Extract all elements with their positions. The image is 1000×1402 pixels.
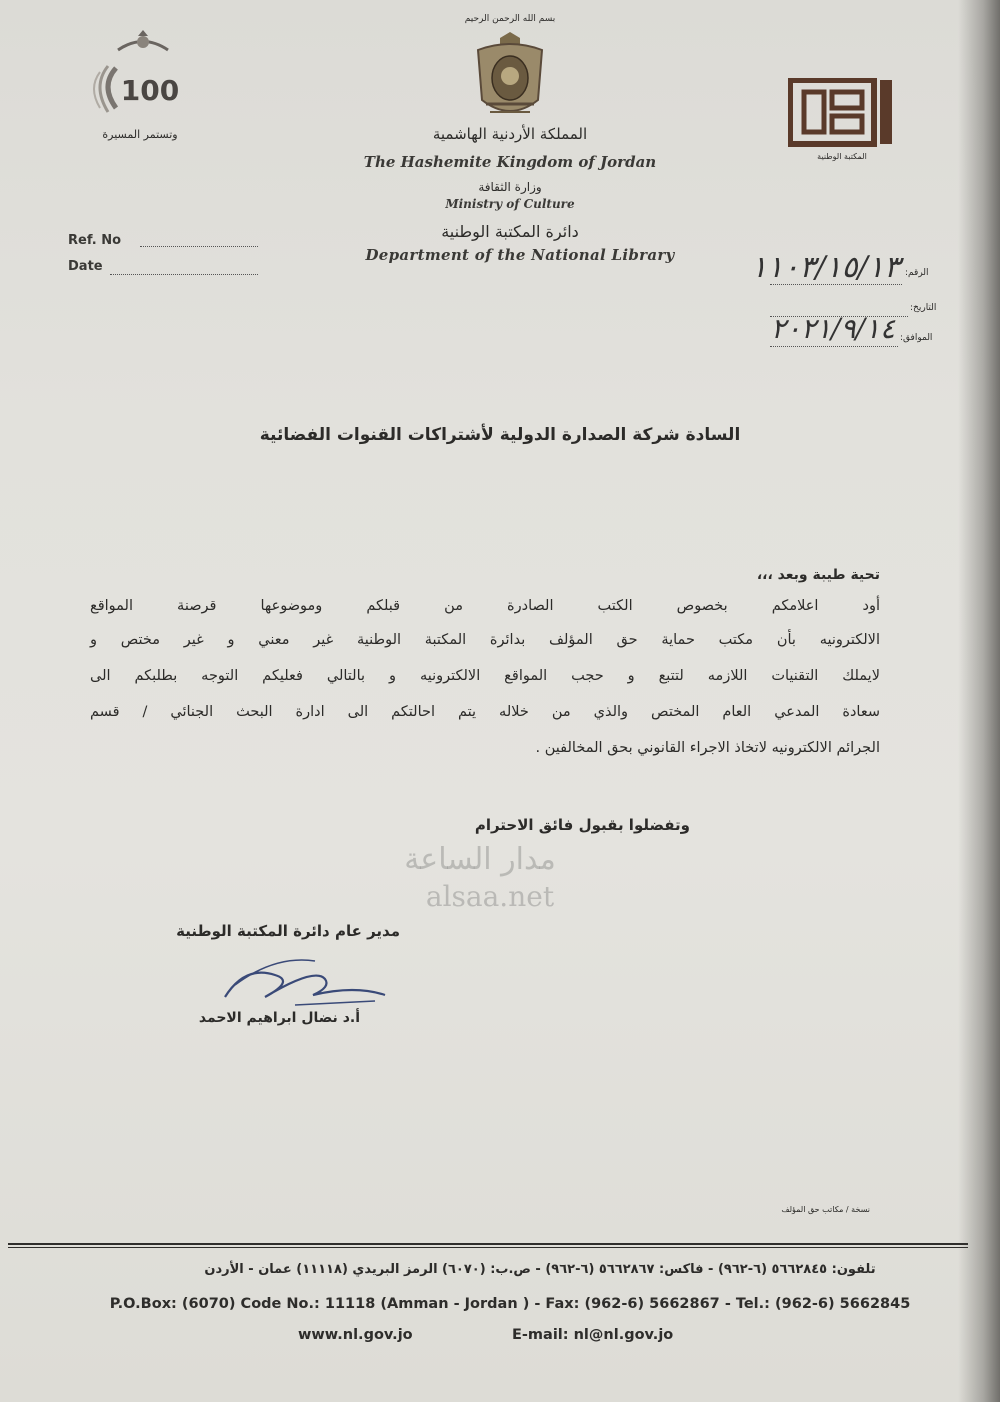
footer-address-en: P.O.Box: (6070) Code No.: 11118 (Amman - Jordan ) - Fax: (962-6) 5662867 - Tel.: (962-6) 5662845 — [109, 1296, 911, 1312]
ref-number-handwritten: ١١٠٣/١٥/١٣ — [750, 250, 900, 285]
body-line: لايملك التقنيات اللازمه لتتبع و حجب المواقع الالكترونيه و بالتالي فعليكم التوجه بطلبكم الى — [90, 668, 880, 684]
national-library-logo-icon — [788, 78, 896, 150]
date-label: Date — [68, 259, 103, 274]
department-name-ar: دائرة المكتبة الوطنية — [441, 222, 579, 241]
gregorian-date-label-ar: الموافق: — [900, 333, 933, 343]
centenary-logo-icon — [88, 28, 198, 128]
ref-no-label: Ref. No — [68, 233, 122, 248]
cc-note: نسخة / مكاتب حق المؤلف — [781, 1205, 870, 1214]
centenary-number: 100 — [120, 74, 180, 107]
footer-website-link[interactable]: www.nl.gov.jo — [298, 1327, 413, 1343]
watermark-ar: مدار الساعة — [404, 842, 556, 877]
date-line — [110, 262, 258, 275]
recipient-line: السادة شركة الصدارة الدولية لأشتراكات القنوات الفضائية — [259, 425, 741, 445]
hijri-date-label-ar: التاريخ: — [910, 303, 937, 313]
body-line: الالكترونيه بأن مكتب حماية حق المؤلف بدائرة المكتبة الوطنية غير معني و غير مختص و — [90, 632, 880, 648]
centenary-slogan: وتستمر المسيرة — [102, 128, 178, 141]
closing-line: وتفضلوا بقبول فائق الاحترام — [474, 816, 690, 834]
footer-address-ar: تلفون: ٥٦٦٢٨٤٥ (٦-٩٦٢) - فاكس: ٥٦٦٢٨٦٧ (٦-٩٦٢) - ص.ب: (٦٠٧٠) الرمز البريدي (١١١١٨) عمان - الأردن — [204, 1262, 876, 1277]
ref-line-ar — [770, 274, 902, 285]
basmala: بسم الله الرحمن الرحيم — [464, 14, 556, 24]
greeting: تحية طيبة وبعد ،،، — [756, 567, 880, 583]
signature-icon — [205, 945, 395, 1015]
footer-rule-thin — [8, 1247, 968, 1248]
signer-title: مدير عام دائرة المكتبة الوطنية — [176, 922, 400, 940]
body-line: الجرائم الالكترونيه لاتخاذ الاجراء القانوني بحق المخالفين . — [535, 740, 880, 756]
watermark-en: alsaa.net — [425, 880, 555, 913]
greg-line-ar — [770, 336, 898, 347]
signer-name: أ.د نضال ابراهيم الاحمد — [198, 1010, 360, 1026]
paper-shadow-edge — [958, 0, 1000, 1402]
ministry-name-ar: وزارة الثقافة — [478, 180, 542, 194]
body-line: سعادة المدعي العام المختص والذي من خلاله يتم احالتكم الى ادارة البحث الجنائي / قسم — [90, 704, 880, 720]
kingdom-name-en: The Hashemite Kingdom of Jordan — [363, 153, 657, 171]
royal-emblem-icon — [472, 30, 548, 122]
kingdom-name-ar: المملكة الأردنية الهاشمية — [432, 125, 588, 143]
ref-no-line — [140, 234, 258, 247]
ref-label-ar: الرقم: — [905, 268, 929, 278]
footer-rule — [8, 1243, 968, 1245]
footer-email-link[interactable]: E-mail: nl@nl.gov.jo — [512, 1327, 674, 1343]
department-name-en: Department of the National Library — [365, 246, 675, 264]
library-logo-caption: المكتبة الوطنية — [817, 152, 867, 161]
body-line: أود اعلامكم بخصوص الكتب الصادرة من قبلكم وموضوعها قرصنة المواقع — [90, 598, 880, 614]
ministry-name-en: Ministry of Culture — [445, 197, 575, 211]
gregorian-date-handwritten: ٢٠٢١/٩/١٤ — [770, 312, 895, 345]
